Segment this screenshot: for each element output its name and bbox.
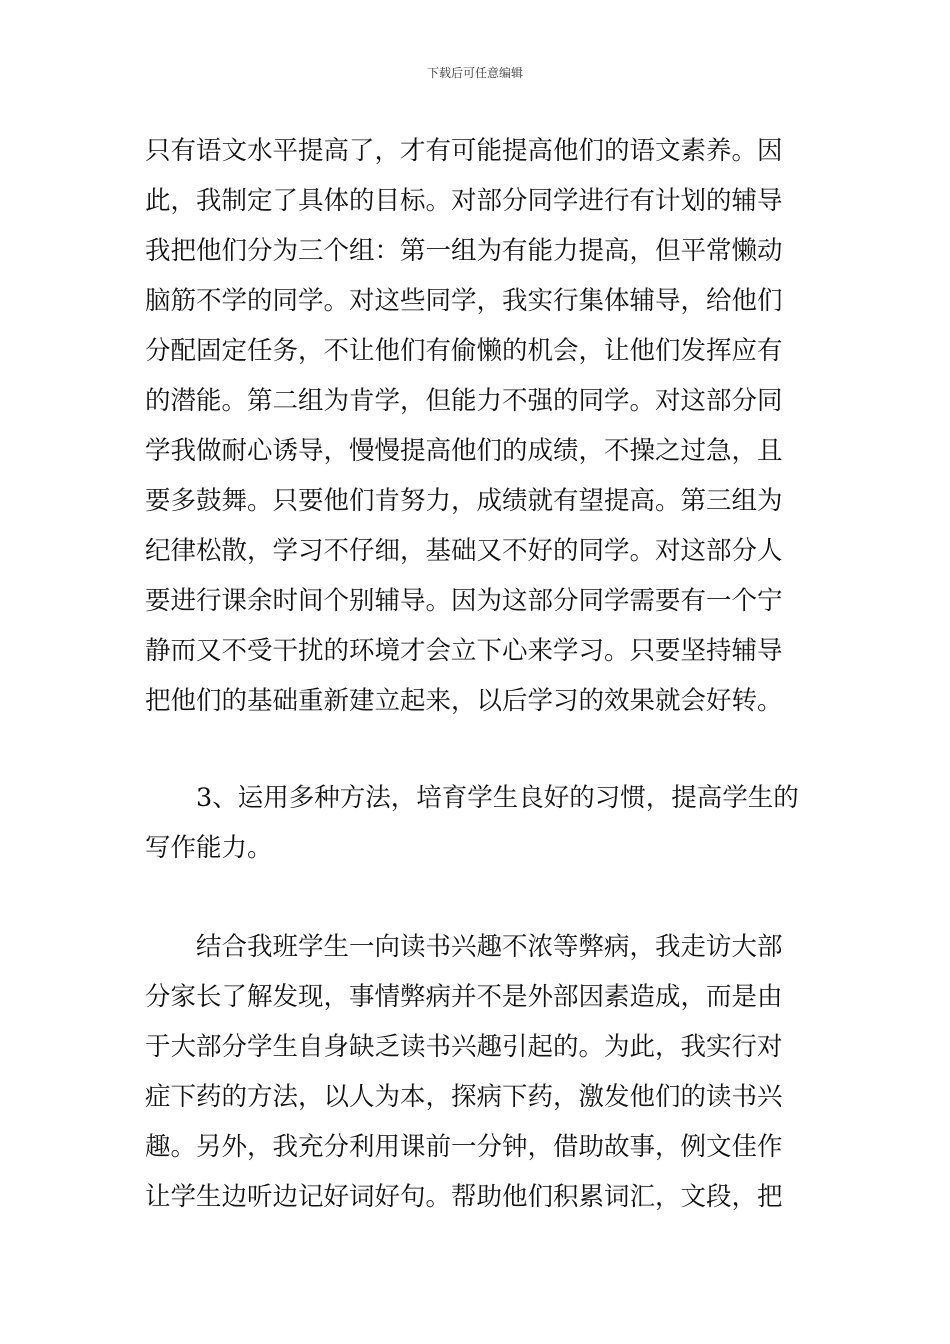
text-line: 让学生边听边记好词好句。帮助他们积累词汇，文段，把 (145, 1182, 783, 1212)
text-line: 要多鼓舞。只要他们肯努力，成绩就有望提高。第三组为 (145, 486, 783, 516)
paragraph-grouping-students (145, 126, 810, 726)
text-line: 只有语文水平提高了，才有可能提高他们的语文素养。因 (145, 136, 783, 166)
text-line: 我把他们分为三个组：第一组为有能力提高，但平常懒动 (145, 236, 783, 266)
text-line: 结合我班学生一向读书兴趣不浓等弊病，我走访大部 (196, 932, 783, 962)
text-line: 此，我制定了具体的目标。对部分同学进行有计划的辅导 (145, 186, 783, 216)
text-line: 静而又不受干扰的环境才会立下心来学习。只要坚持辅导 (145, 636, 783, 666)
section-heading-3 (145, 773, 810, 873)
text-line: 把他们的基础重新建立起来，以后学习的效果就会好转。 (145, 686, 783, 716)
text-line: 要进行课余时间个别辅导。因为这部分同学需要有一个宁 (145, 586, 783, 616)
text-line: 症下药的方法，以人为本，探病下药，激发他们的读书兴 (145, 1082, 783, 1112)
text-line: 的潜能。第二组为肯学，但能力不强的同学。对这部分同 (145, 386, 783, 416)
text-line: 脑筋不学的同学。对这些同学，我实行集体辅导，给他们 (145, 286, 783, 316)
text-line: 于大部分学生自身缺乏读书兴趣引起的。为此，我实行对 (145, 1032, 783, 1062)
text-line: 写作能力。 (145, 833, 273, 863)
text-line: 分配固定任务，不让他们有偷懒的机会，让他们发挥应有 (145, 336, 783, 366)
page-header: 下载后可任意编辑 (426, 66, 523, 80)
text-line: 纪律松散，学习不仔细，基础又不好的同学。对这部分人 (145, 536, 783, 566)
text-line: 3、运用多种方法，培育学生良好的习惯，提高学生的 (196, 783, 799, 813)
text-line: 学我做耐心诱导，慢慢提高他们的成绩，不操之过急，且 (145, 436, 783, 466)
text-line: 趣。另外，我充分利用课前一分钟，借助故事，例文佳作 (145, 1132, 783, 1162)
text-line: 分家长了解发现，事情弊病并不是外部因素造成，而是由 (145, 982, 783, 1012)
paragraph-reading-interest (145, 922, 810, 1222)
